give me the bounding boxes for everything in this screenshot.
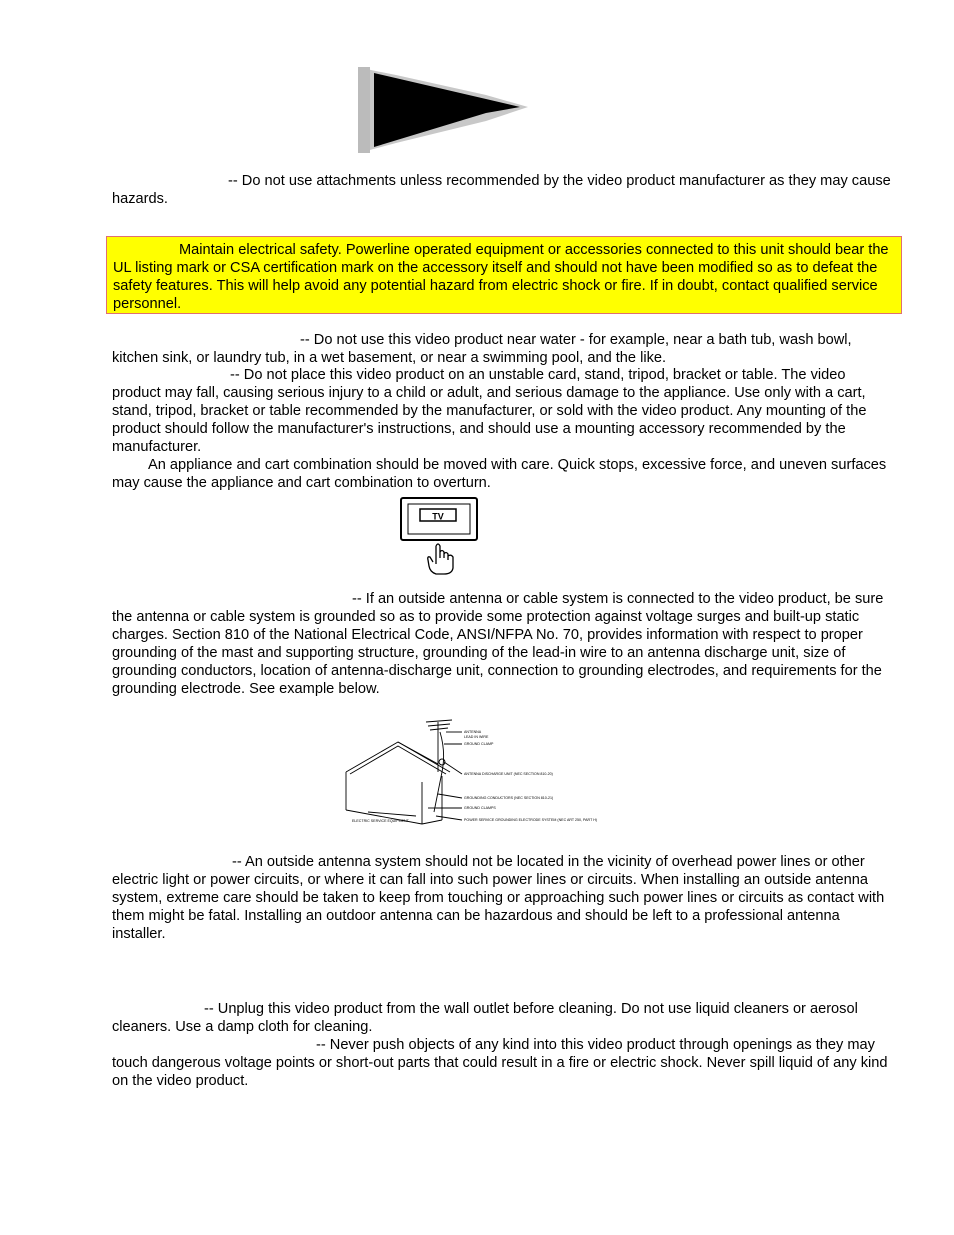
arrow-graphic: [338, 55, 550, 161]
cart-combination-paragraph: An appliance and cart combination should be moved with care. Quick stops, excessive force, and uneven surfaces may cause the appliance and cart combination to overturn.: [112, 457, 887, 491]
objects-paragraph: -- Never push objects of any kind into this video product through openings as they may touch dangerous voltage points or short-out parts that could result in a fire or electric shock. Never spill liquid of any kind on the video product.: [112, 1037, 888, 1089]
label-lead-in: LEAD IN WIRE: [464, 735, 489, 739]
attachments-paragraph: -- Do not use attachments unless recommended by the video product manufacturer as they may cause hazards.: [112, 173, 891, 207]
cart-paragraph: -- Do not place this video product on an unstable card, stand, tripod, bracket or table. The video product may fall, causing serious injury to a child or adult, and serious damage to the appliance. Use only with a cart, stand, tripod, bracket or table recommended by the manufacturer, or sold with the video product. Any mounting of the product should follow the manufacturer's instructions, and should use a mounting accessory recommended by the manufacturer.: [112, 367, 867, 455]
water-paragraph: -- Do not use this video product near water - for example, near a bath tub, wash bowl, kitchen sink, or laundry tub, in a wet basement, or near a swimming pool, and the like.: [112, 332, 852, 366]
power-lines-paragraph: -- An outside antenna system should not be located in the vicinity of overhead power lines or other electric light or power circuits, or where it can fall into such power lines or circuits. When installing an outside antenna system, extreme care should be taken to keep from touching or approaching such power lines or circuits as contact with them might be fatal. Installing an outdoor antenna can be hazardous and should be left to a professional antenna installer.: [112, 854, 885, 942]
label-ground-clamp: GROUND CLAMP: [464, 742, 494, 746]
label-antenna: ANTENNA: [464, 730, 482, 734]
label-power-service: POWER SERVICE GROUNDING ELECTRODE SYSTEM (NEC ART 250, PART H): [464, 818, 597, 822]
tv-label: TV: [432, 511, 444, 522]
label-grounding-conductors: GROUNDING CONDUCTORS (NEC SECTION 810-21): [464, 796, 554, 800]
tv-hand-icon: [396, 496, 482, 578]
label-electric-service: ELECTRIC SERVICE EQUIPMENT: [352, 819, 409, 823]
grounding-paragraph: -- If an outside antenna or cable system is connected to the video product, be sure the antenna or cable system is grounded so as to provide some protection against voltage surges and built-up static charges. Section 810 of the National Electrical Code, ANSI/NFPA No. 70, provides information with respect to proper grounding of the mast and supporting structure, grounding of the lead-in wire to an antenna discharge unit, size of grounding conductors, location of antenna-discharge unit, connection to grounding electrodes, and requirements for the grounding electrode. See example below.: [112, 591, 884, 697]
electrical-safety-warning: Maintain electrical safety. Powerline operated equipment or accessories connected to this unit should bear the UL listing mark or CSA certification mark on the accessory itself and should not have been modified so as to defeat the safety features. This will help avoid any potential hazard from electric shock or fire. If in doubt, contact qualified service personnel.: [106, 236, 902, 314]
antenna-grounding-diagram: [338, 712, 597, 832]
label-discharge-unit: ANTENNA DISCHARGE UNIT (NEC SECTION 810-20): [464, 772, 553, 776]
cleaning-paragraph: -- Unplug this video product from the wall outlet before cleaning. Do not use liquid cleaners or aerosol cleaners. Use a damp cloth for cleaning.: [112, 1001, 858, 1035]
label-ground-clamps: GROUND CLAMPS: [464, 806, 496, 810]
